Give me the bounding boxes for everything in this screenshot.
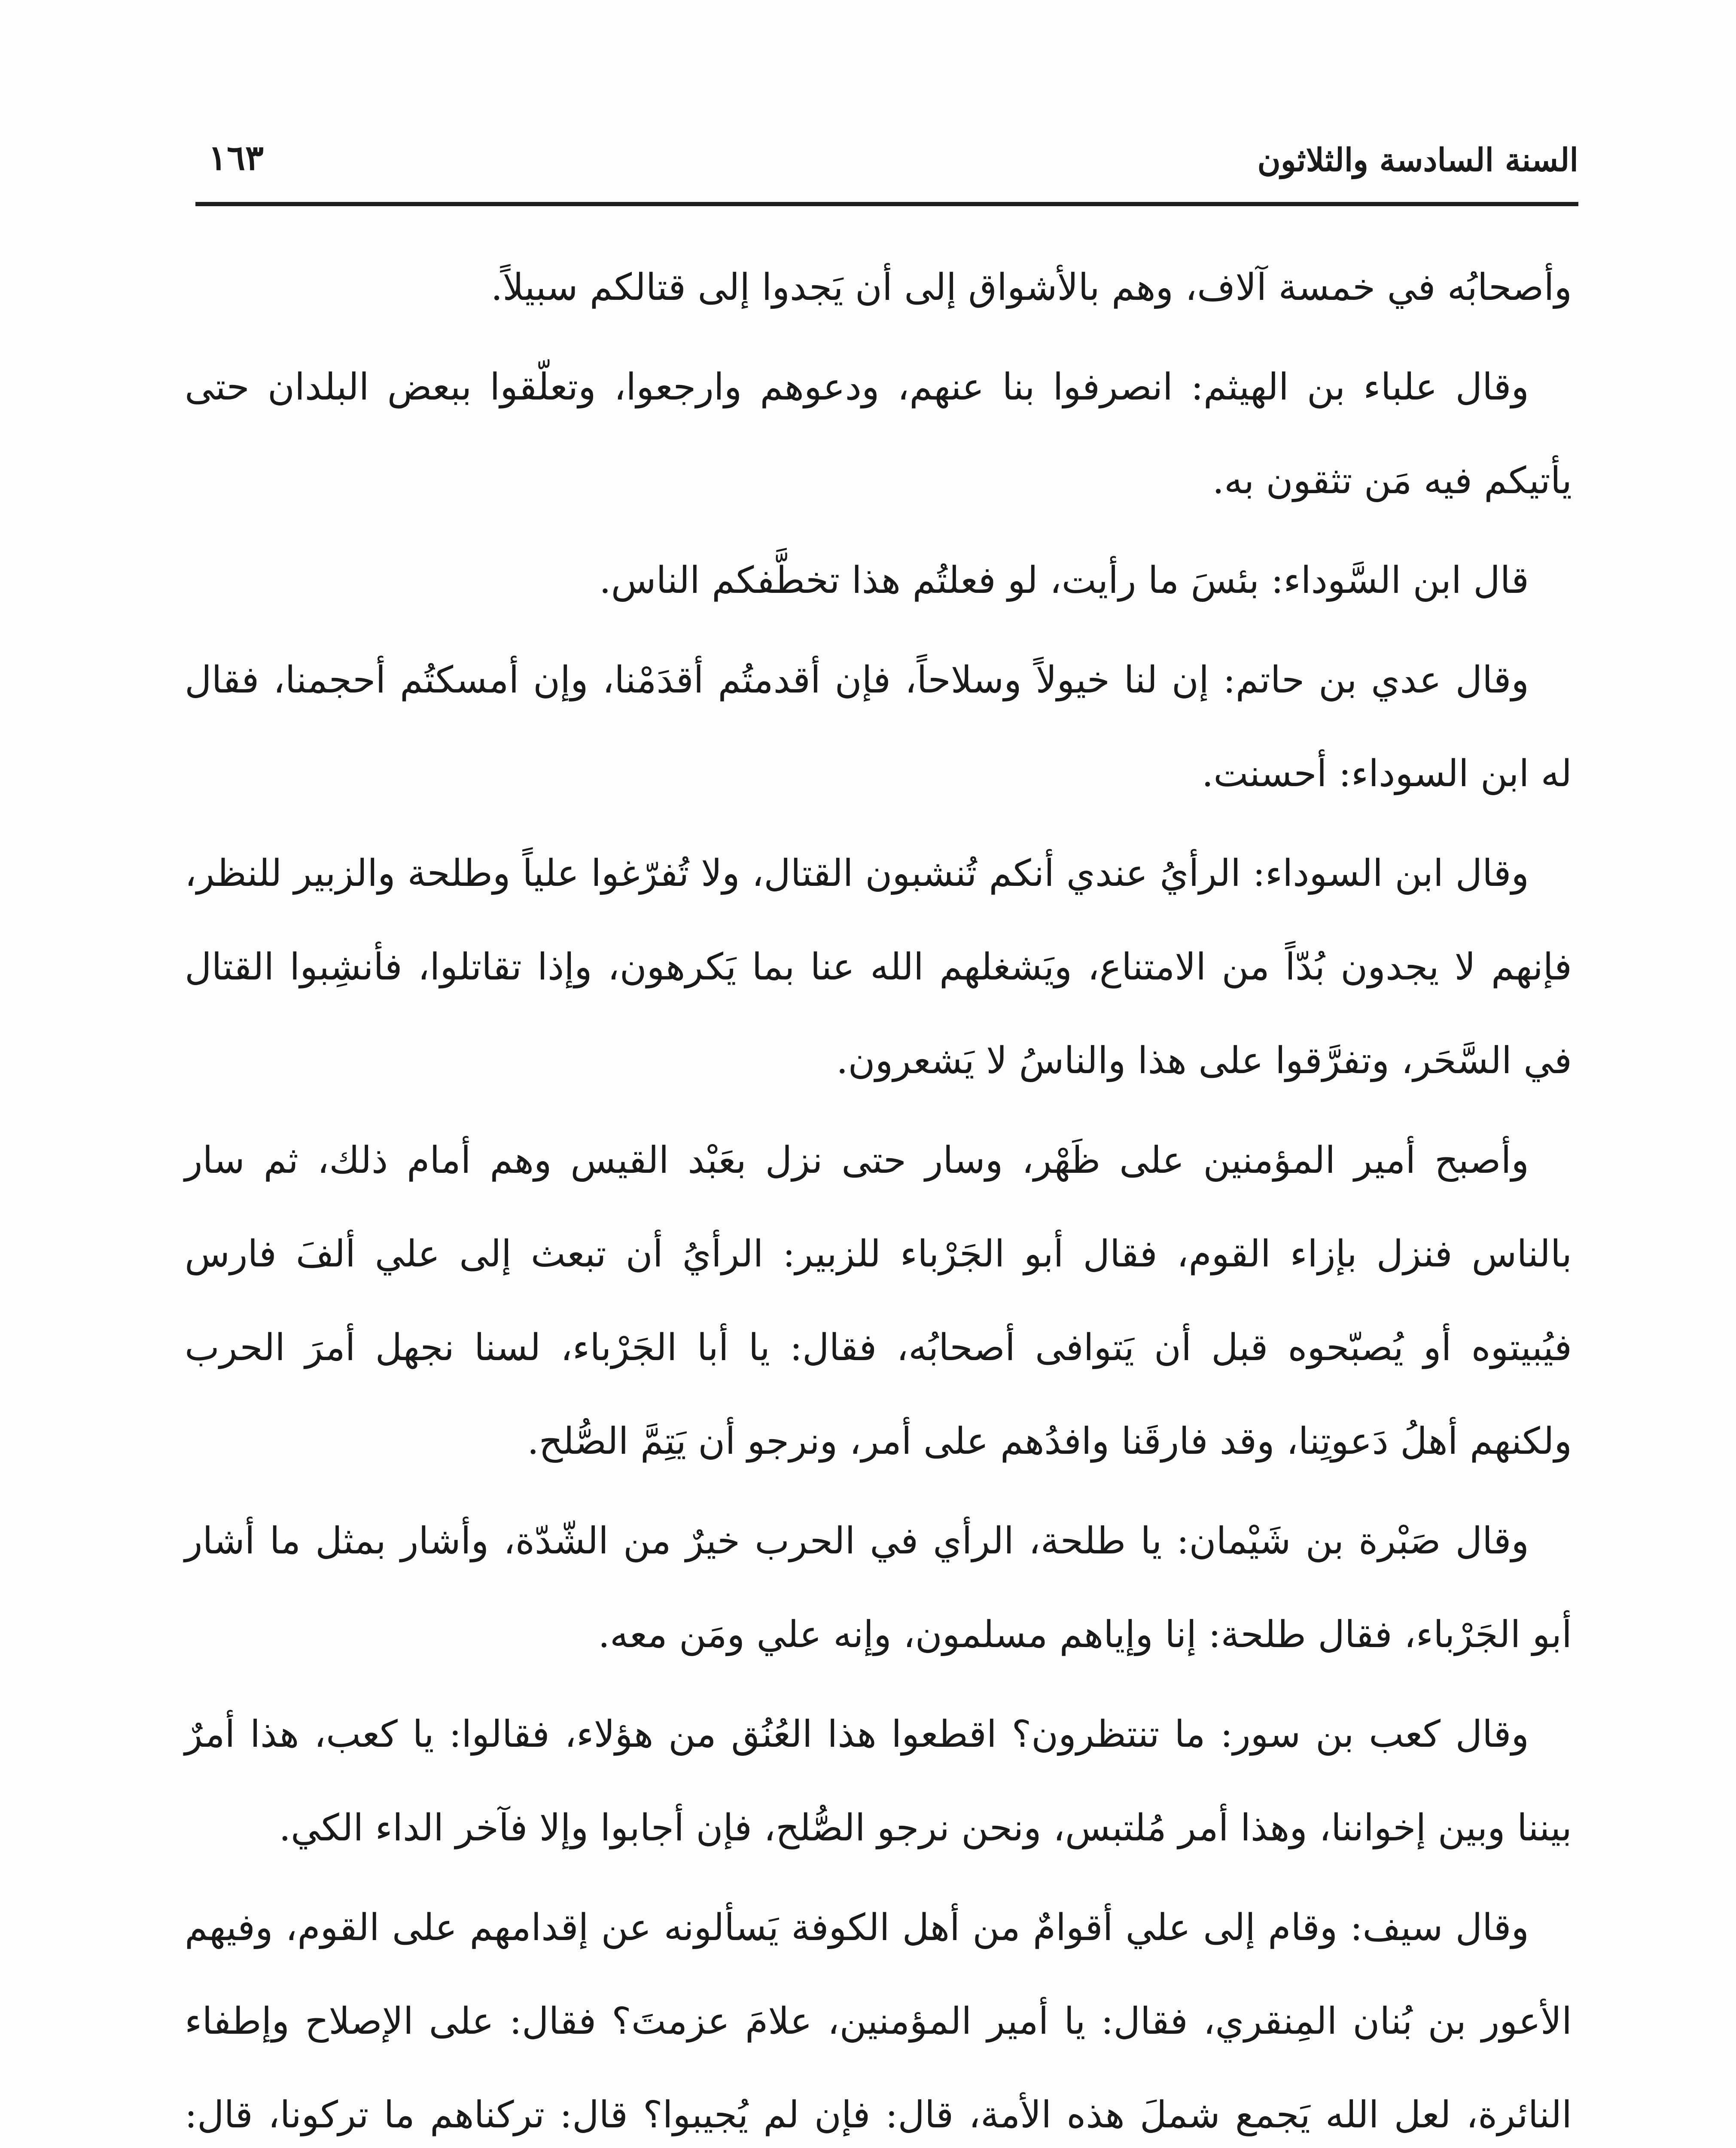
page-number: ١٦٣ — [208, 137, 264, 178]
paragraph: وأصحابُه في خمسة آلاف، وهم بالأشواق إلى أن يَجدوا إلى قتالكم سبيلاً. — [490, 266, 1572, 309]
running-header — [195, 129, 1578, 193]
chapter-title: السنة السادسة والثلاثون — [1257, 142, 1578, 179]
paragraph: وقال صَبْرة بن شَيْمان: يا طلحة، الرأي في الحرب خيرٌ من الشّدّة، وأشار بمثل ما أشار أبو الجَرْباء، فقال طلحة: إنا وإياهم مسلمون، وإنه علي ومَن معه. — [185, 1519, 1572, 1656]
paragraph: وأصبح أمير المؤمنين على ظَهْر، وسار حتى نزل بعَبْد القيس وهم أمام ذلك، ثم سار بالناس فنزل بإزاء القوم، فقال أبو الجَرْباء للزبير: الرأيُ أن تبعث إلى علي ألفَ فارس فيُبيتوه أو يُصبّحوه قبل أن يَتوافى أصحابُه، فقال: يا أبا الجَرْباء، لسنا نجهل أمرَ الحرب ولكنهم أهلُ دَعوتِنا، وقد فارقَنا وافدُهم على أمر، ونرجو أن يَتِمَّ الصُّلح. — [185, 1139, 1572, 1463]
paragraph: وقال سيف: وقام إلى علي أقوامٌ من أهل الكوفة يَسألونه عن إقدامهم على القوم، وفيهم الأعور بن بُنان المِنقري، فقال: يا أمير المؤمنين، علامَ عزمتَ؟ فقال: على الإصلاح وإطفاء النائرة، لعل الله يَجمع شملَ هذه الأمة، قال: فإن لم يُجيبوا؟ قال: تركناهم ما تركونا، قال: — [185, 1906, 1572, 2136]
header-rule — [195, 202, 1578, 206]
paragraph: وقال عدي بن حاتم: إن لنا خيولاً وسلاحاً، فإن أقدمتُم أقدَمْنا، وإن أمسكتُم أحجمنا، فقال له ابن السوداء: أحسنت. — [185, 659, 1572, 795]
paragraph: قال ابن السَّوداء: بئسَ ما رأيت، لو فعلتُم هذا تخطَّفكم الناس. — [599, 559, 1529, 602]
body-text — [185, 241, 1572, 2148]
paragraph: وقال ابن السوداء: الرأيُ عندي أنكم تُنشبون القتال، ولا تُفرّغوا علياً وطلحة والزبير للنظر، فإنهم لا يجدون بُدّاً من الامتناع، ويَشغلهم الله عنا بما يَكرهون، وإذا تقاتلوا، فأنشِبوا القتال في السَّحَر، وتفرَّقوا على هذا والناسُ لا يَشعرون. — [185, 852, 1572, 1082]
paragraph: وقال كعب بن سور: ما تنتظرون؟ اقطعوا هذا العُنُق من هؤلاء، فقالوا: يا كعب، هذا أمرٌ بيننا وبين إخواننا، وهذا أمر مُلتبس، ونحن نرجو الصُّلح، فإن أجابوا وإلا فآخر الداء الكي. — [185, 1713, 1572, 1849]
paragraph: وقال علباء بن الهيثم: انصرفوا بنا عنهم، ودعوهم وارجعوا، وتعلّقوا ببعض البلدان حتى يأتيكم فيه مَن تثقون به. — [185, 366, 1572, 502]
